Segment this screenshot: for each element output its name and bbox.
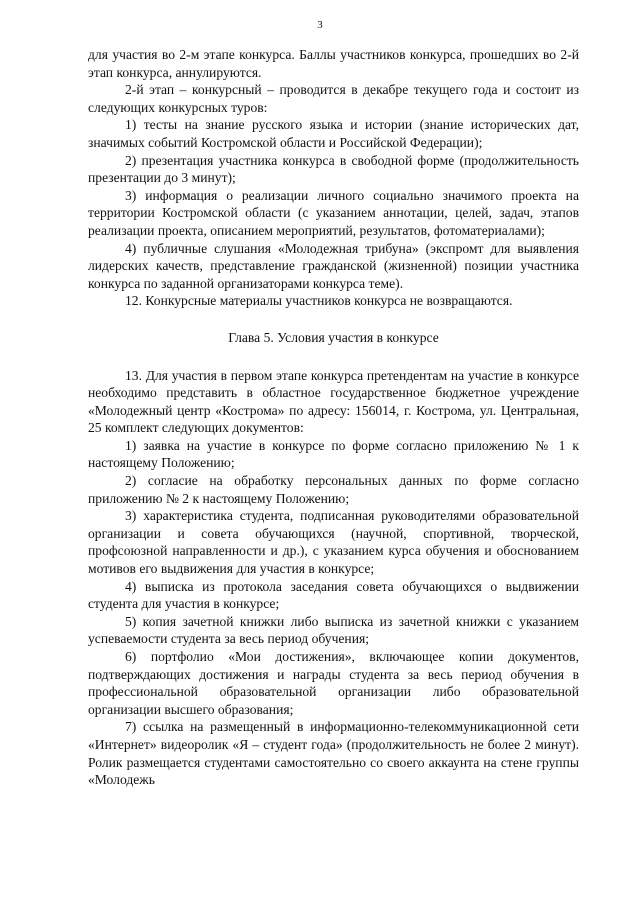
list-item: 7) ссылка на размещенный в информационно-телекоммуникационной сети «Интернет» видеоролик «Я – студент года» (продолжительность не более 2 минут). Ролик размещается студентами самостоятельно со своего аккаунта на стене группы «Молодежь (88, 719, 579, 788)
list-item: 5) копия зачетной книжки либо выписка из зачетной книжки с указанием успеваемости студента за весь период обучения; (88, 613, 579, 647)
list-item: 4) публичные слушания «Молодежная трибуна» (экспромт для выявления лидерских качеств, представление гражданской (жизненной) позиции участника конкурса по заданной организаторами конкурса теме). (88, 240, 579, 291)
list-item: 2) презентация участника конкурса в свободной форме (продолжительность презентации до 3 минут); (88, 152, 579, 186)
list-item: 3) характеристика студента, подписанная руководителями образовательной организации и совета обучающихся (научной, спортивной, творческой, профсоюзной направленности и др.), с указанием курса обучения и обоснованием мотивов его выдвижения для участия в конкурсе; (88, 508, 579, 577)
paragraph: 13. Для участия в первом этапе конкурса претендентам на участие в конкурсе необходимо представить в областное государственное бюджетное учреждение «Молодежный центр «Кострома» по адресу: 156014, г. Кострома, ул. Центральная, 25 комплект следующих документов: (88, 367, 579, 436)
paragraph: 12. Конкурсные материалы участников конкурса не возвращаются. (125, 293, 513, 309)
paragraph: для участия во 2-м этапе конкурса. Баллы участников конкурса, прошедших во 2-й этап конкурса, аннулируются. (88, 47, 579, 80)
list-item: 1) тесты на знание русского языка и истории (знание исторических дат, значимых событий Костромской области и Российской Федерации); (88, 117, 579, 150)
document-body (88, 46, 579, 789)
list-item: 4) выписка из протокола заседания совета обучающихся о выдвижении студента для участия в конкурсе; (88, 578, 579, 612)
list-item: 3) информация о реализации личного социально значимого проекта на территории Костромской области (с указанием аннотации, целей, задач, этапов реализации проекта, описанием мероприятий, результатов, фотоматериалами); (88, 187, 579, 238)
paragraph: 2-й этап – конкурсный – проводится в декабре текущего года и состоит из следующих конкурсных туров: (88, 82, 579, 115)
chapter-heading: Глава 5. Условия участия в конкурсе (228, 329, 439, 345)
list-item: 1) заявка на участие в конкурсе по форме согласно приложению № 1 к настоящему Положению; (88, 437, 579, 471)
list-item: 6) портфолио «Мои достижения», включающее копии документов, подтверждающих достижения и награды студента за весь период обучения в профессиональной образовательной организации либо образовательной организации высшего образования; (88, 649, 579, 717)
list-item: 2) согласие на обработку персональных данных по форме согласно приложению № 2 к настоящему Положению; (88, 473, 579, 506)
page-number: 3 (317, 19, 323, 31)
